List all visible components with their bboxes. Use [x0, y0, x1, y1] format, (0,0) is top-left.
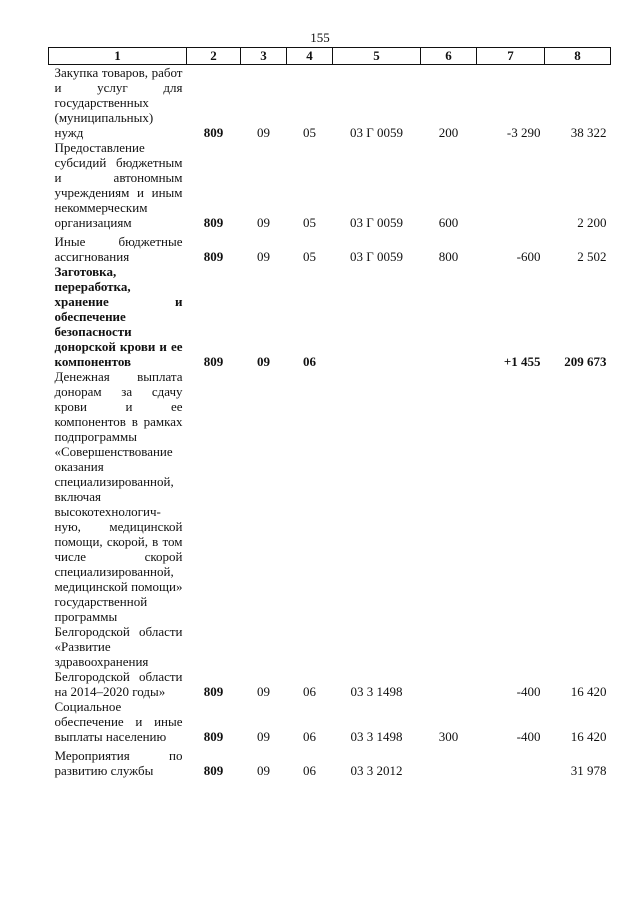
page-number: 155	[310, 30, 330, 45]
subsection-cell: 06	[303, 684, 316, 699]
change-cell: -400	[516, 684, 541, 699]
grbs-cell: 809	[203, 729, 224, 744]
grbs-cell: 809	[203, 354, 224, 369]
column-header: 4	[287, 48, 333, 65]
change-cell: -400	[516, 729, 541, 744]
expense-type-cell: 200	[438, 125, 459, 140]
row-name: Денежная выплата донорам за сдачу крови и ее компонентов в рамках подпрограммы «Совершенствование оказания специализированной, включая высокотехнологич-ную, медицинской помощи, скорой, в том числе скорой специализированной, медицинской помощи» государственной программы Белгородской области «Развитие здравоохранения Белгородской области на 2014–2020 годы»	[54, 369, 183, 699]
subsection-cell: 05	[303, 249, 316, 264]
expense-type-cell	[421, 744, 477, 778]
section-cell: 09	[257, 729, 270, 744]
total-cell: 2 502	[577, 249, 607, 264]
column-header: 7	[477, 48, 545, 65]
change-cell	[477, 140, 545, 230]
total-cell: 2 200	[577, 215, 607, 230]
section-cell: 09	[257, 684, 270, 699]
column-header: 1	[49, 48, 187, 65]
budget-table	[48, 47, 611, 778]
target-article-cell: 03 Г 0059	[349, 125, 403, 140]
expense-type-cell: 800	[438, 249, 459, 264]
section-cell: 09	[257, 763, 270, 778]
header-row	[49, 48, 611, 65]
grbs-cell: 809	[203, 125, 224, 140]
subsection-cell: 06	[303, 729, 316, 744]
row-name: Социальное обеспечение и иные выплаты населению	[54, 699, 183, 744]
column-header: 5	[333, 48, 421, 65]
grbs-cell: 809	[203, 215, 224, 230]
expense-type-cell	[421, 264, 477, 369]
row-name: Иные бюджетные ассигнования	[54, 234, 183, 264]
subsection-cell: 05	[303, 125, 316, 140]
change-cell: -600	[516, 249, 541, 264]
total-cell: 31 978	[570, 763, 607, 778]
row-name: Заготовка, переработка, хранение и обеспечение безопасности донорской крови и ее компонентов	[54, 264, 183, 369]
change-cell: -3 290	[506, 125, 541, 140]
row-name: Закупка товаров, работ и услуг для государственных (муниципальных) нужд	[54, 65, 183, 140]
grbs-cell: 809	[203, 763, 224, 778]
expense-type-cell: 300	[438, 729, 459, 744]
grbs-cell: 809	[203, 249, 224, 264]
total-cell: 16 420	[570, 729, 607, 744]
subsection-cell: 06	[303, 354, 316, 369]
column-header: 2	[187, 48, 241, 65]
table-row-bold	[49, 264, 611, 369]
target-article-cell: 03 3 1498	[350, 684, 403, 699]
expense-type-cell: 600	[438, 215, 459, 230]
section-cell: 09	[257, 249, 270, 264]
column-header: 8	[545, 48, 611, 65]
row-name: Предоставление субсидий бюджетным и автономным учреждениям и иным некоммерческим организациям	[54, 140, 183, 230]
column-header: 6	[421, 48, 477, 65]
section-cell: 09	[257, 215, 270, 230]
change-cell	[477, 744, 545, 778]
table-row	[49, 369, 611, 699]
table-row	[49, 140, 611, 230]
target-article-cell: 03 Г 0059	[349, 215, 403, 230]
table-row	[49, 65, 611, 141]
target-article-cell: 03 3 1498	[350, 729, 403, 744]
expense-type-cell	[421, 369, 477, 699]
section-cell: 09	[257, 125, 270, 140]
table-row	[49, 230, 611, 264]
target-article-cell	[333, 264, 421, 369]
subsection-cell: 05	[303, 215, 316, 230]
section-cell: 09	[257, 354, 270, 369]
total-cell: 16 420	[570, 684, 607, 699]
subsection-cell: 06	[303, 763, 316, 778]
table-row	[49, 699, 611, 744]
row-name: Мероприятия по развитию службы	[54, 748, 183, 778]
table-row	[49, 744, 611, 778]
grbs-cell: 809	[203, 684, 224, 699]
target-article-cell: 03 3 2012	[350, 763, 403, 778]
column-header: 3	[241, 48, 287, 65]
total-cell: 38 322	[570, 125, 607, 140]
total-cell: 209 673	[564, 354, 607, 369]
change-cell: +1 455	[503, 354, 541, 369]
target-article-cell: 03 Г 0059	[349, 249, 403, 264]
